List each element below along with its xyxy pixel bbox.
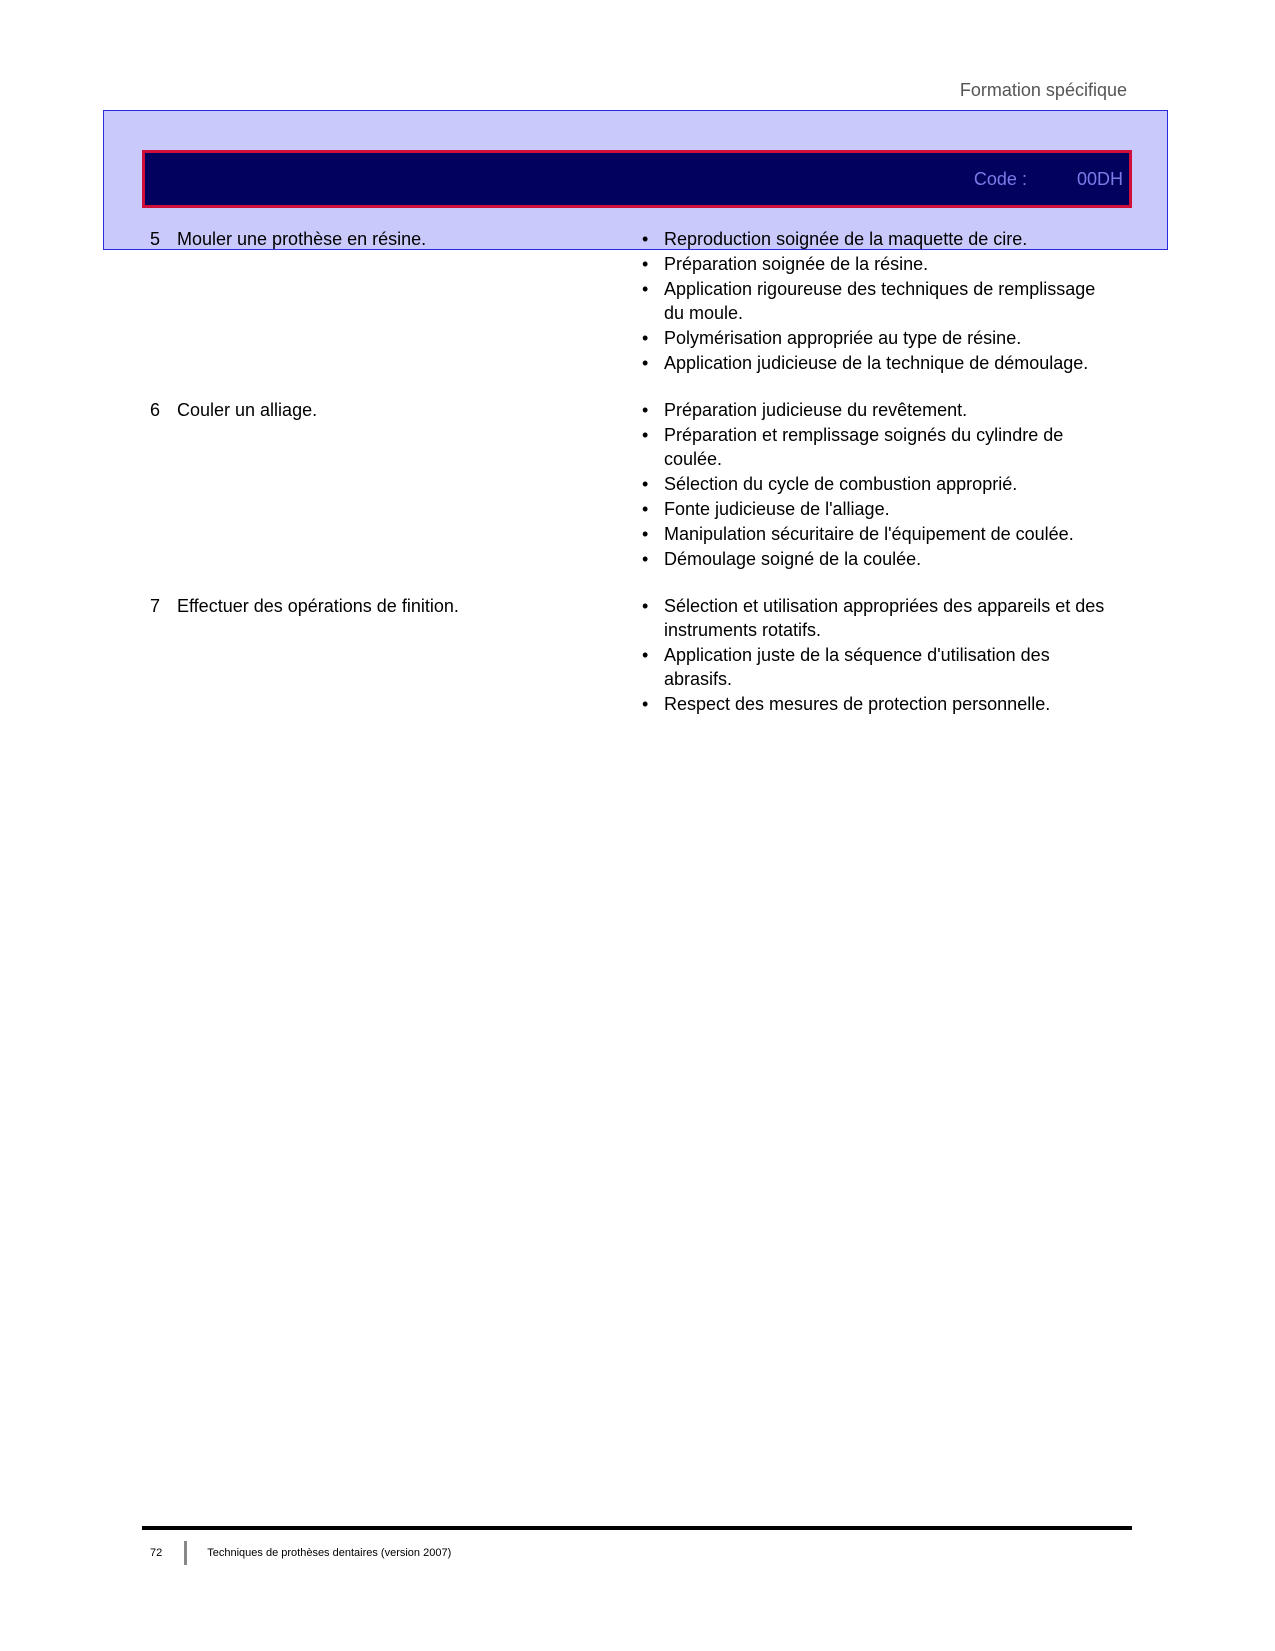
bullet-icon: • xyxy=(642,400,649,420)
competency-element xyxy=(150,398,642,572)
criterion-item xyxy=(642,398,1120,422)
code-value: 00DH xyxy=(1076,169,1123,189)
criterion-text: Application rigoureuse des techniques de remplissage du moule. xyxy=(664,279,1096,323)
criterion-item xyxy=(642,351,1120,375)
criterion-item xyxy=(642,497,1120,521)
bullet-icon: • xyxy=(642,353,649,373)
competency-row xyxy=(150,594,1120,717)
element-number: 6 xyxy=(150,400,161,420)
bullet-icon: • xyxy=(642,499,649,519)
competency-row xyxy=(150,398,1120,572)
bullet-icon: • xyxy=(642,645,649,665)
criteria-list xyxy=(642,594,1120,717)
criterion-item xyxy=(642,692,1120,716)
criterion-item xyxy=(642,547,1120,571)
document-title: Techniques de prothèses dentaires (version 2007) xyxy=(207,1547,452,1559)
criterion-text: Fonte judicieuse de l'alliage. xyxy=(664,499,890,519)
footer xyxy=(150,1541,451,1565)
criterion-item xyxy=(642,472,1120,496)
element-text: Couler un alliage. xyxy=(177,400,318,420)
element-number: 5 xyxy=(150,229,161,249)
criterion-text: Sélection et utilisation appropriées des appareils et des instruments rotatifs. xyxy=(664,596,1105,640)
criteria-list xyxy=(642,227,1120,376)
element-text: Mouler une prothèse en résine. xyxy=(177,229,427,249)
competency-row xyxy=(150,227,1120,376)
criterion-text: Application judicieuse de la technique de démoulage. xyxy=(664,353,1089,373)
criterion-item xyxy=(642,227,1120,251)
code-label: Code : xyxy=(973,169,1027,189)
criteria-table xyxy=(150,227,1120,739)
section-title: Formation spécifique xyxy=(959,80,1127,100)
bullet-icon: • xyxy=(642,524,649,544)
criterion-item xyxy=(642,423,1120,471)
criteria-list xyxy=(642,398,1120,572)
code-text xyxy=(974,169,1123,190)
code-bar xyxy=(142,150,1132,208)
criterion-item xyxy=(642,643,1120,691)
bullet-icon: • xyxy=(642,254,649,274)
page-number: 72 xyxy=(150,1547,163,1559)
criterion-text: Manipulation sécuritaire de l'équipement de coulée. xyxy=(664,524,1074,544)
element-number: 7 xyxy=(150,596,161,616)
bullet-icon: • xyxy=(642,694,649,714)
criterion-text: Reproduction soignée de la maquette de cire. xyxy=(664,229,1028,249)
competency-element xyxy=(150,227,642,376)
criterion-text: Préparation soignée de la résine. xyxy=(664,254,929,274)
criterion-text: Sélection du cycle de combustion approprié. xyxy=(664,474,1018,494)
bullet-icon: • xyxy=(642,279,649,299)
criterion-text: Préparation et remplissage soignés du cylindre de coulée. xyxy=(664,425,1064,469)
criterion-item xyxy=(642,326,1120,350)
criterion-text: Polymérisation appropriée au type de résine. xyxy=(664,328,1022,348)
criterion-item xyxy=(642,252,1120,276)
criterion-item xyxy=(642,522,1120,546)
bullet-icon: • xyxy=(642,474,649,494)
criterion-text: Démoulage soigné de la coulée. xyxy=(664,549,922,569)
footer-separator xyxy=(184,1541,187,1565)
bullet-icon: • xyxy=(642,425,649,445)
bullet-icon: • xyxy=(642,549,649,569)
bullet-icon: • xyxy=(642,229,649,249)
criterion-text: Respect des mesures de protection personnelle. xyxy=(664,694,1051,714)
competency-element xyxy=(150,594,642,717)
criterion-item xyxy=(642,594,1120,642)
bullet-icon: • xyxy=(642,328,649,348)
element-text: Effectuer des opérations de finition. xyxy=(177,596,459,616)
criterion-item xyxy=(642,277,1120,325)
footer-rule xyxy=(142,1526,1132,1530)
bullet-icon: • xyxy=(642,596,649,616)
criterion-text: Préparation judicieuse du revêtement. xyxy=(664,400,968,420)
criterion-text: Application juste de la séquence d'utilisation des abrasifs. xyxy=(664,645,1050,689)
